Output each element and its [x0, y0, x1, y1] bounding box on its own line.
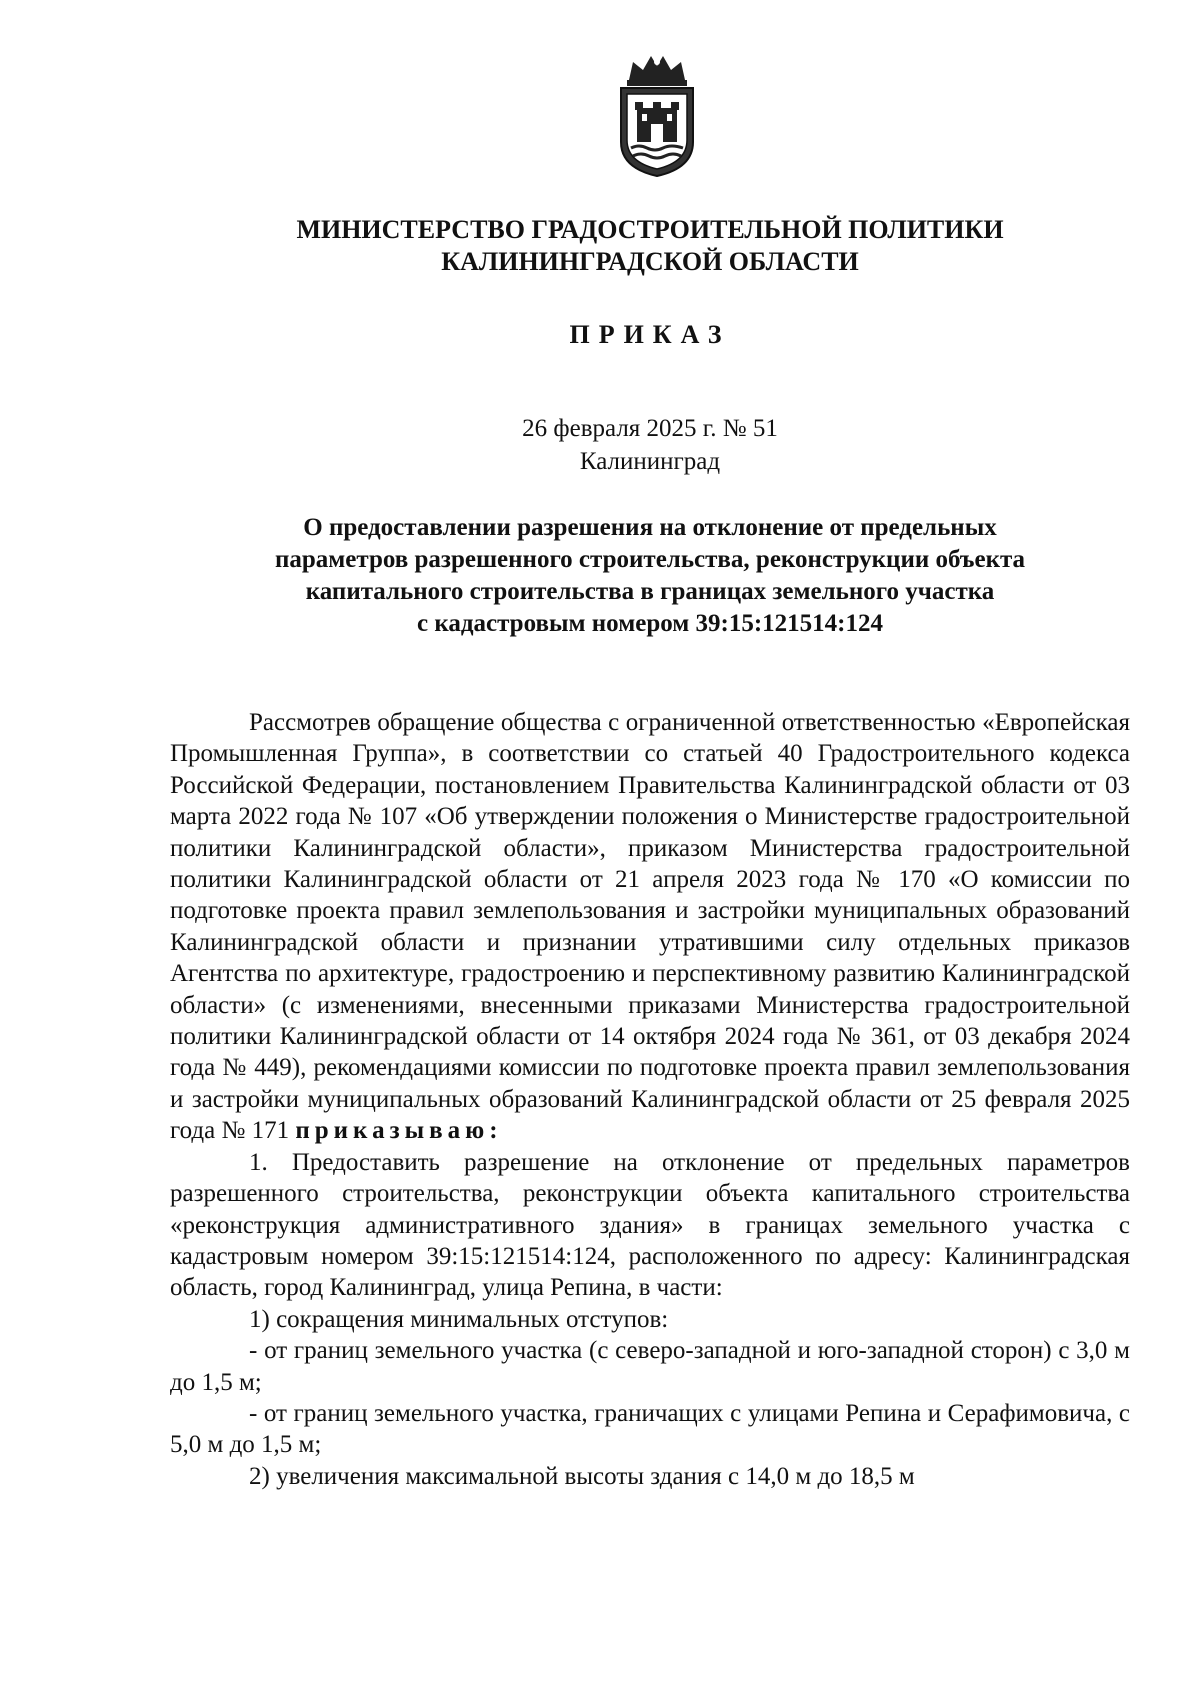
item-1: 1. Предоставить разрешение на отклонение от предельных параметров разрешенного строительства, реконструкции объекта капитального строительства «реконструкция административного здания» в границах земельного участка с кадастровым номером 39:15:121514:124, расположенного по адресу: Калининградская область, город Калининград, улица Репина, в части:: [170, 1148, 1130, 1302]
item-1-1-a: - от границ земельного участка (с северо-западной и юго-западной сторон) с 3,0 м до 1,5 м;: [170, 1337, 1130, 1396]
coat-of-arms-icon: [611, 52, 703, 180]
ministry-name-line2: КАЛИНИНГРАДСКОЙ ОБЛАСТИ: [441, 247, 859, 276]
subject-line: параметров разрешенного строительства, реконструкции объекта: [274, 546, 1026, 573]
subject-line: с кадастровым номером 39:15:121514:124: [416, 610, 883, 637]
document-type-title: ПРИКАЗ: [569, 320, 731, 349]
order-body: [170, 707, 1130, 1492]
preamble-text: Рассмотрев обращение общества с ограниченной ответственностью «Европейская Промышленная Группа», в соответствии со статьей 40 Градостроительного кодекса Российской Федерации, постановлением Правительства Калининградской области от 03 марта 2022 года № 107 «Об утверждении положения о Министерстве градостроительной политики Калининградской области», приказом Министерства градостроительной политики Калининградской области от 21 апреля 2023 года № 170 «О комиссии по подготовке проекта правил землепользования и застройки муниципальных образований Калининградской области и признании утратившими силу отдельных приказов Агентства по архитектуре, градостроению и перспективному развитию Калининградской области» (с изменениями, внесенными приказами Министерства градостроительной политики Калининградской области от 14 октября 2024 года № 361, от 03 декабря 2024 года № 449), рекомендациями комиссии по подготовке проекта правил землепользования и застройки муниципальных образований Калининградской области от 25 февраля 2025 года № 171: [170, 709, 1130, 1145]
date-number-block: [150, 412, 1150, 478]
item-1-1: 1) сокращения минимальных отступов:: [249, 1305, 669, 1333]
order-subject: [170, 512, 1130, 640]
order-word: приказываю:: [295, 1117, 503, 1145]
preamble-paragraph: [170, 707, 1130, 1147]
subject-line: О предоставлении разрешения на отклонение от предельных: [303, 514, 997, 541]
order-city: Калининград: [579, 448, 721, 475]
order-date-number: 26 февраля 2025 г. № 51: [522, 415, 778, 442]
item-1-1-b: - от границ земельного участка, граничащих с улицами Репина и Серафимовича, с 5,0 м до 1,5 м;: [170, 1399, 1130, 1459]
ministry-name-line1: МИНИСТЕРСТВО ГРАДОСТРОИТЕЛЬНОЙ ПОЛИТИКИ: [296, 215, 1004, 244]
subject-line: капитального строительства в границах земельного участка: [305, 578, 995, 605]
item-1-2: 2) увеличения максимальной высоты здания с 14,0 м до 18,5 м: [249, 1462, 915, 1490]
ministry-header: [150, 214, 1150, 278]
